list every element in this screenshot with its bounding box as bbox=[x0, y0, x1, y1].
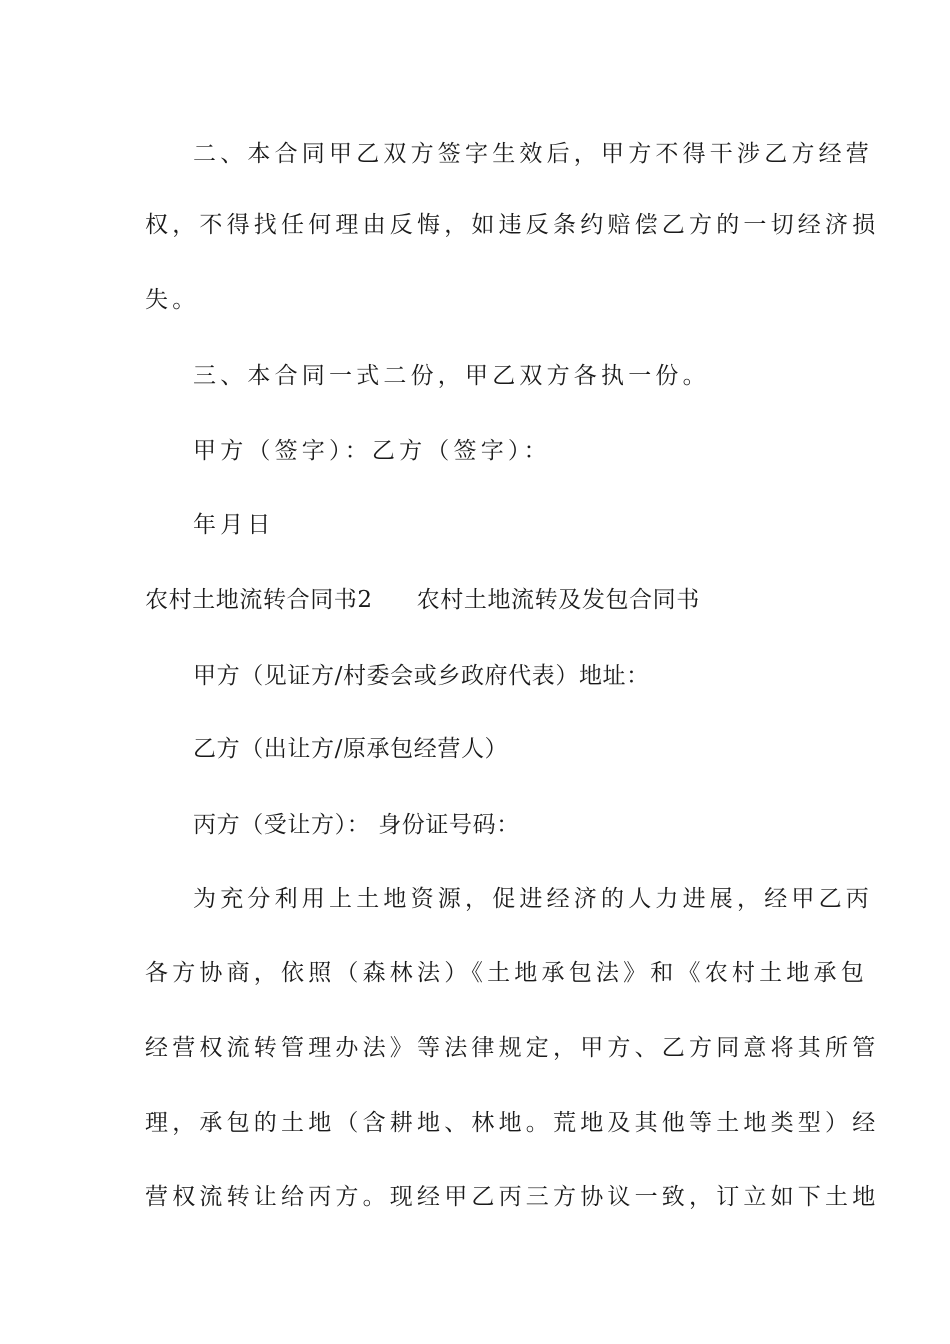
body-paragraph-line-2: 各方协商，依照（森林法）《土地承包法》和《农村土地承包 bbox=[145, 960, 868, 986]
body-paragraph-line-5: 营权流转让给丙方。现经甲乙丙三方协议一致，订立如下土地 bbox=[145, 1184, 880, 1210]
body-paragraph-line-3: 经营权流转管理办法》等法律规定，甲方、乙方同意将其所管 bbox=[145, 1035, 880, 1061]
section-heading bbox=[145, 585, 700, 615]
party-a: 甲方（见证方/村委会或乡政府代表）地址： bbox=[193, 663, 650, 689]
signature-line: 甲方（签字）：乙方（签字）： bbox=[193, 438, 551, 464]
clause-three: 三、本合同一式二份，甲乙双方各执一份。 bbox=[193, 363, 710, 389]
section-subtitle: 农村土地流转及发包合同书 bbox=[416, 587, 700, 613]
party-c: 丙方（受让方）： 身份证号码： bbox=[193, 812, 520, 838]
body-paragraph-line-1: 为充分利用上土地资源，促进经济的人力进展，经甲乙丙 bbox=[193, 886, 873, 912]
clause-two-line-3: 失。 bbox=[145, 287, 200, 313]
clause-two-line-1: 二、本合同甲乙双方签字生效后，甲方不得干涉乙方经营 bbox=[193, 141, 873, 167]
body-paragraph-line-4: 理，承包的土地（含耕地、林地。荒地及其他等土地类型）经 bbox=[145, 1110, 880, 1136]
section-title: 农村土地流转合同书2 bbox=[145, 587, 373, 613]
date-line: 年月日 bbox=[193, 512, 275, 538]
clause-two-line-2: 权，不得找任何理由反悔，如违反条约赔偿乙方的一切经济损 bbox=[145, 212, 880, 238]
party-b: 乙方（出让方/原承包经营人） bbox=[193, 736, 509, 762]
